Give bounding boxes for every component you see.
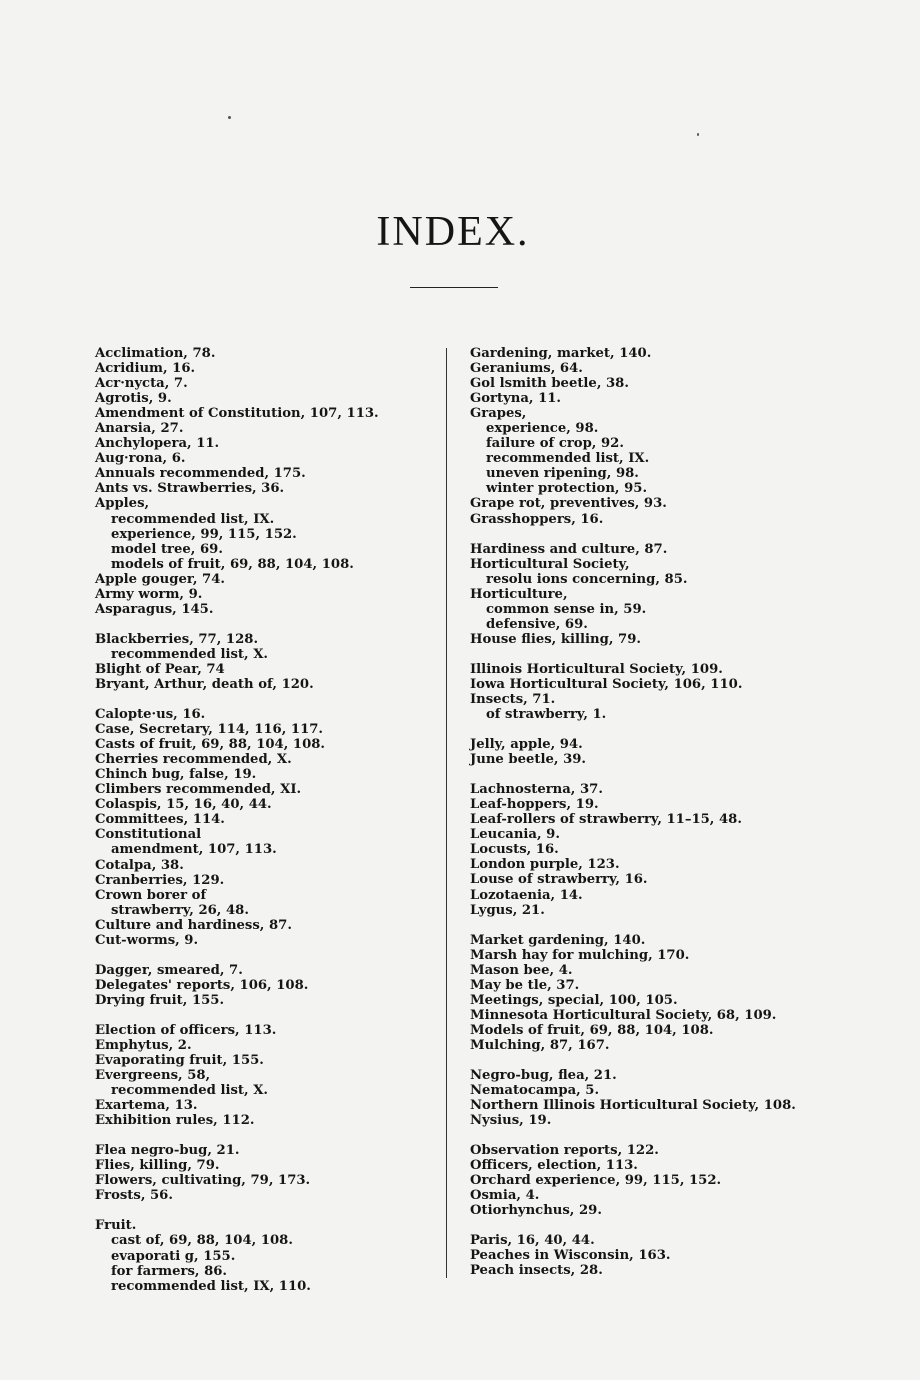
index-subentry: evaporati g, 155. [111,1248,236,1264]
index-entry: Acr·nycta, 7. [95,376,188,392]
index-entry: Geraniums, 64. [470,361,583,377]
index-entry: Casts of fruit, 69, 88, 104, 108. [95,737,326,753]
index-entry: Crown borer of [95,887,207,903]
index-entry: Lozotaenia, 14. [470,887,583,903]
index-entry: Asparagus, 145. [95,601,214,617]
index-group [95,963,425,1008]
index-entry: Acclimation, 78. [95,346,216,361]
index-entry: Cranberries, 129. [95,872,225,888]
index-entry: Agrotis, 9. [95,391,172,407]
index-entry: Case, Secretary, 114, 116, 117. [95,722,324,738]
index-entry: Mulching, 87, 167. [470,1037,610,1053]
index-subentry: experience, 99, 115, 152. [111,526,297,542]
index-entry: London purple, 123. [470,857,620,873]
index-entry: Climbers recommended, XI. [95,782,302,798]
index-group [95,1218,425,1293]
index-subentry: recommended list, X. [111,1083,269,1099]
index-entry: Mason bee, 4. [470,962,573,978]
index-subentry: recommended list, IX. [111,511,275,527]
index-entry: Lachnosterna, 37. [470,782,603,798]
index-group [470,662,810,722]
index-entry: Exartema, 13. [95,1098,198,1114]
index-entry: Cotalpa, 38. [95,857,184,873]
index-subentry: experience, 98. [486,421,599,437]
index-group [470,933,810,1053]
index-entry: Blackberries, 77, 128. [95,631,259,647]
index-entry: Horticulture, [470,586,568,602]
ink-speck [228,116,231,119]
index-entry: Culture and hardiness, 87. [95,917,292,933]
index-entry: Dagger, smeared, 7. [95,962,243,978]
index-entry: Emphytus, 2. [95,1037,192,1053]
index-entry: Marsh hay for mulching, 170. [470,947,690,963]
index-group [95,707,425,948]
index-entry: Iowa Horticultural Society, 106, 110. [470,676,743,692]
index-entry: Flies, killing, 79. [95,1158,220,1174]
index-subentry: for farmers, 86. [111,1263,228,1279]
index-entry: Gortyna, 11. [470,391,562,407]
index-entry: Horticultural Society, [470,556,630,572]
index-entry: Cut-worms, 9. [95,932,199,948]
index-entry: Minnesota Horticultural Society, 68, 109. [470,1007,777,1023]
index-entry: Ants vs. Strawberries, 36. [95,481,285,497]
index-group [470,737,810,767]
index-subentry: models of fruit, 69, 88, 104, 108. [111,556,354,572]
index-entry: Gol lsmith beetle, 38. [470,376,629,392]
index-entry: Leucania, 9. [470,827,560,843]
page-title: INDEX. [376,209,530,255]
index-entry: Grape rot, preventives, 93. [470,496,667,512]
index-group [470,1143,810,1218]
index-entry: Anarsia, 27. [95,421,184,437]
index-subentry: recommended list, X. [111,646,269,662]
index-entry: Officers, election, 113. [470,1158,638,1174]
index-subentry: recommended list, IX. [486,451,650,467]
index-subentry: winter protection, 95. [486,481,648,497]
index-entry: Lygus, 21. [470,902,545,918]
index-entry: Models of fruit, 69, 88, 104, 108. [470,1022,714,1038]
index-entry: June beetle, 39. [470,752,587,768]
index-subentry: model tree, 69. [111,541,223,557]
index-entry: Amendment of Constitution, 107, 113. [95,406,379,422]
index-group [95,1023,425,1128]
index-entry: Blight of Pear, 74 [95,661,225,677]
index-subentry: amendment, 107, 113. [111,842,277,858]
index-entry: Peaches in Wisconsin, 163. [470,1248,671,1264]
index-entry: Observation reports, 122. [470,1143,659,1159]
index-group [95,1143,425,1203]
index-subentry: cast of, 69, 88, 104, 108. [111,1233,293,1249]
index-entry: Leaf-hoppers, 19. [470,797,599,813]
index-entry: Frosts, 56. [95,1188,173,1204]
index-subentry: defensive, 69. [486,616,588,632]
index-entry: Hardiness and culture, 87. [470,541,668,557]
index-entry: Evaporating fruit, 155. [95,1053,264,1069]
index-entry: Otiorhynchus, 29. [470,1203,602,1219]
index-entry: May be tle, 37. [470,977,580,993]
index-entry: Flea negro-bug, 21. [95,1143,240,1159]
index-entry: Bryant, Arthur, death of, 120. [95,676,314,692]
index-group [470,1068,810,1128]
index-entry: Market gardening, 140. [470,932,646,948]
index-entry: Colaspis, 15, 16, 40, 44. [95,797,272,813]
index-entry: Drying fruit, 155. [95,992,225,1008]
index-subentry: resolu ions concerning, 85. [486,571,688,587]
index-entry: Apples, [95,496,150,512]
index-entry: Aug·rona, 6. [95,451,186,467]
index-entry: Osmia, 4. [470,1188,540,1204]
index-group [470,542,810,647]
index-entry: Nysius, 19. [470,1113,552,1129]
index-entry: Grasshoppers, 16. [470,511,604,527]
index-entry: Northern Illinois Horticultural Society, 108. [470,1098,796,1114]
index-entry: Illinois Horticultural Society, 109. [470,661,723,677]
index-entry: Insects, 71. [470,691,556,707]
index-entry: Cherries recommended, X. [95,752,292,768]
index-entry: Flowers, cultivating, 79, 173. [95,1173,311,1189]
index-subentry: uneven ripening, 98. [486,466,639,482]
column-divider [446,348,447,1278]
index-entry: Exhibition rules, 112. [95,1113,255,1129]
index-column-left [95,346,425,1309]
index-entry: Locusts, 16. [470,842,559,858]
index-entry: Fruit. [95,1218,137,1234]
index-subentry: strawberry, 26, 48. [111,902,249,918]
index-entry: Orchard experience, 99, 115, 152. [470,1173,722,1189]
index-group [470,1233,810,1278]
index-entry: Constitutional [95,827,202,843]
index-entry: Chinch bug, false, 19. [95,767,257,783]
ink-speck [697,133,699,136]
index-column-right [470,346,810,1294]
index-group [470,346,810,527]
index-subentry: failure of crop, 92. [486,436,624,452]
index-subentry: common sense in, 59. [486,601,647,617]
index-entry: Evergreens, 58, [95,1068,211,1084]
index-entry: Delegates' reports, 106, 108. [95,977,309,993]
index-entry: Grapes, [470,406,527,422]
index-subentry: recommended list, IX, 110. [111,1278,311,1294]
index-entry: Committees, 114. [95,812,225,828]
index-entry: Jelly, apple, 94. [470,737,583,753]
index-entry: House flies, killing, 79. [470,631,641,647]
index-entry: Nematocampa, 5. [470,1083,600,1099]
index-entry: Army worm, 9. [95,586,203,602]
index-entry: Apple gouger, 74. [95,571,225,587]
index-entry: Anchylopera, 11. [95,436,220,452]
index-entry: Gardening, market, 140. [470,346,652,361]
index-entry: Calopte·us, 16. [95,707,206,723]
index-group [95,632,425,692]
index-entry: Negro-bug, flea, 21. [470,1067,617,1083]
index-entry: Acridium, 16. [95,361,196,377]
index-entry: Louse of strawberry, 16. [470,872,648,888]
index-subentry: of strawberry, 1. [486,707,607,723]
index-group [470,782,810,917]
index-group [95,346,425,617]
index-entry: Annuals recommended, 175. [95,466,306,482]
index-entry: Leaf-rollers of strawberry, 11–15, 48. [470,812,742,828]
index-entry: Paris, 16, 40, 44. [470,1233,595,1249]
title-rule [410,287,498,288]
index-entry: Meetings, special, 100, 105. [470,992,678,1008]
index-entry: Election of officers, 113. [95,1022,277,1038]
index-entry: Peach insects, 28. [470,1263,603,1279]
